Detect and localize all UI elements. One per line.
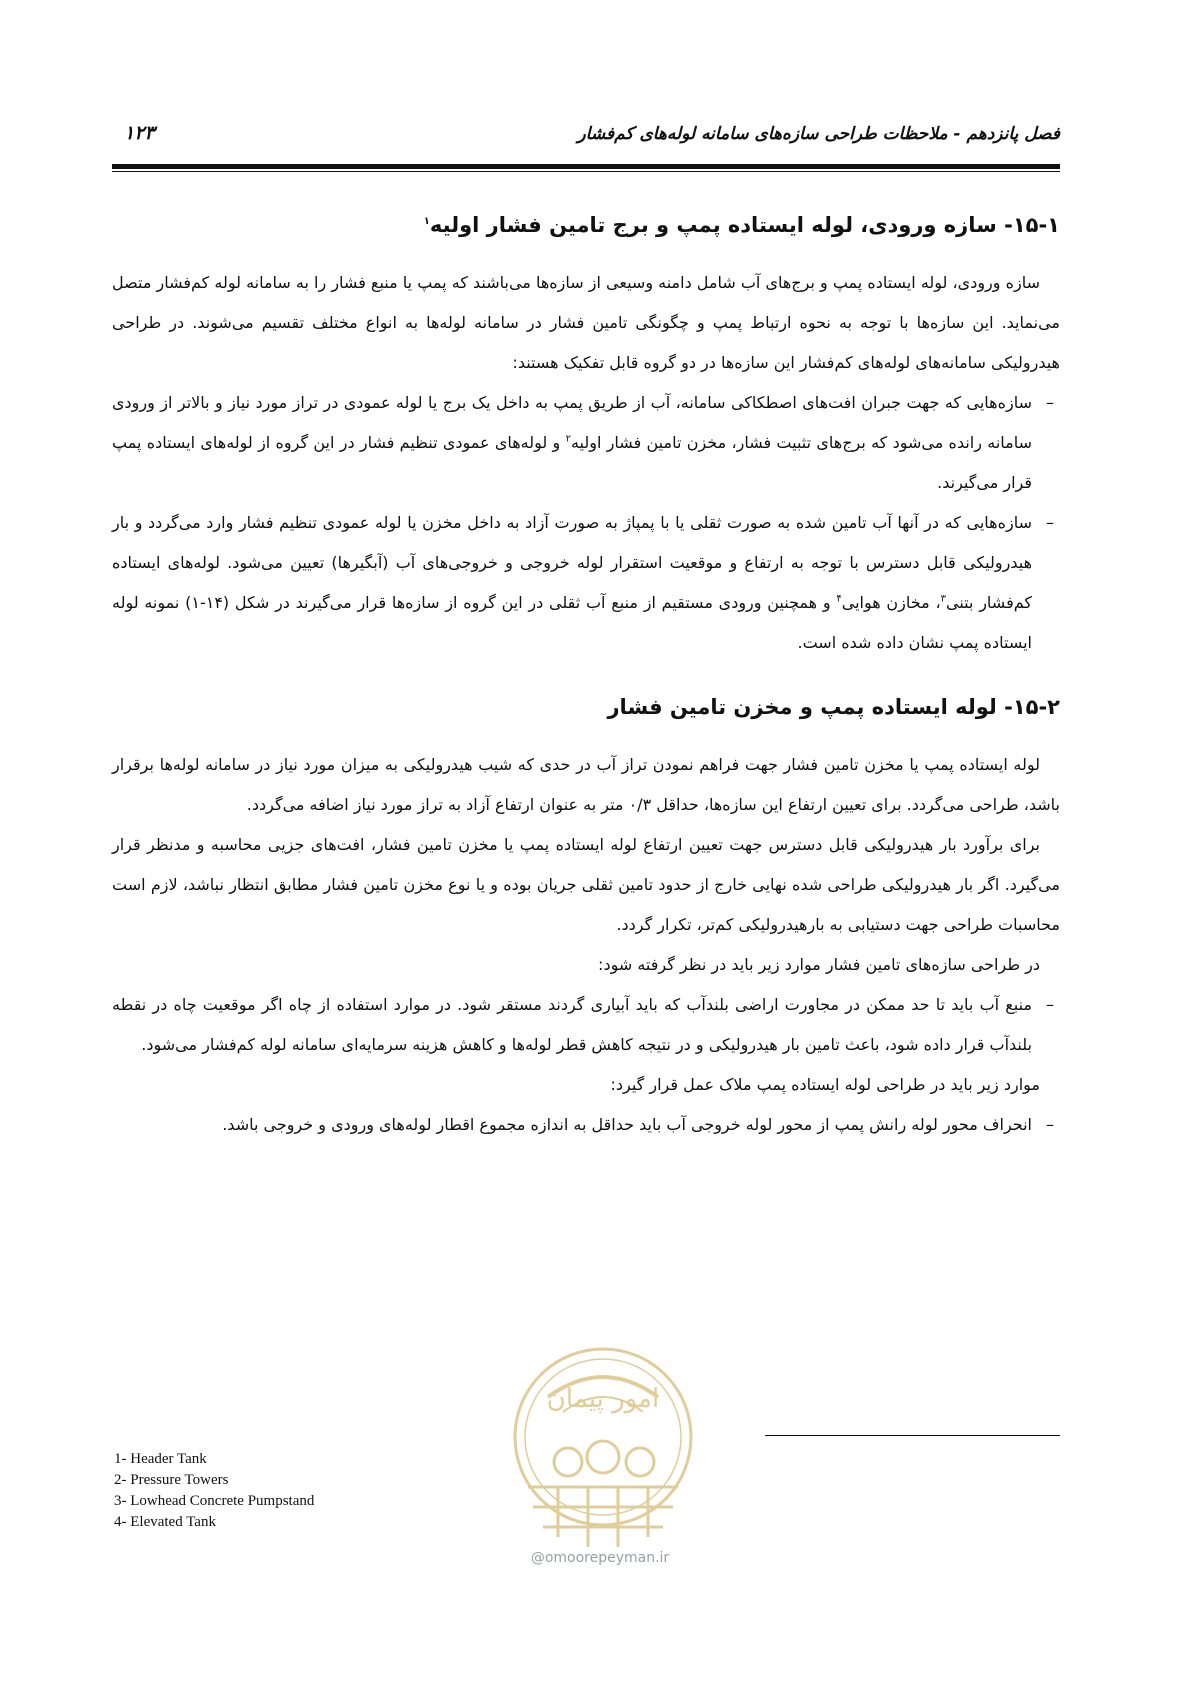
header-rule-thin <box>112 171 1060 172</box>
page-body <box>112 205 1060 1145</box>
section-1-list-item-1 <box>112 383 1060 503</box>
running-header-title: فصل پانزدهم - ملاحظات طراحی سازه‌های سامانه لوله‌های کم‌فشار <box>577 124 1060 144</box>
item-text: و لوله‌های عمودی تنظیم فشار در این گروه از لوله‌های ایستاده پمپ قرار می‌گیرند. <box>112 433 1032 492</box>
item-text: سازه‌هایی که جهت جبران افت‌های اصطکاکی سامانه، آب از طریق پمپ به داخل یک برج یا لوله عمودی در تراز مورد نیاز و بالاتر از ورودی سامانه رانده می‌شود که برج‌های تثبیت فشار، مخزن تامین فشار اولیه <box>112 393 1033 452</box>
section-2-list-item-2 <box>112 1105 1060 1145</box>
item-text: انحراف محور لوله رانش پمپ از محور لوله خروجی آب باید حداقل به اندازه مجموع اقطار لوله‌های ورودی و خروجی باشد. <box>222 1115 1032 1134</box>
section-2-paragraph-1: لوله ایستاده پمپ یا مخزن تامین فشار جهت فراهم نمودن تراز آب در حدی که شیب هیدرولیکی به میزان مورد نیاز در سامانه لوله‌ها برقرار باشد، طراحی می‌گردد. برای تعیین ارتفاع این سازه‌ها، حداقل ۰/۳ متر به عنوان ارتفاع آزاد به تراز مورد نیاز اضافه می‌گردد. <box>112 755 1060 814</box>
item-text: سازه‌هایی که در آنها آب تامین شده به صورت ثقلی یا با پمپاژ به صورت آزاد به داخل مخزن یا لوله عمودی تنظیم فشار وارد می‌گردد و بار هیدرولیکی قابل دسترس با توجه به ارتفاع و موقعیت استقرار لوله خروجی و خروجی‌های آب (آبگیرها) تعیین می‌شود. لوله‌های ایستاده کم‌فشار بتنی <box>112 513 1032 612</box>
watermark-caption: @omoorepeyman.ir <box>530 1550 670 1566</box>
header-rule <box>112 164 1060 169</box>
footnote-separator <box>765 1435 1060 1436</box>
section-1-title-text: ۱۵-۱- سازه ورودی، لوله ایستاده پمپ و برج تامین فشار اولیه <box>429 213 1060 237</box>
footnote-ref-1: ۱ <box>423 216 430 227</box>
page-number: ۱۲۳ <box>124 122 155 144</box>
item-text: منبع آب باید تا حد ممکن در مجاورت اراضی بلندآب که باید آبیاری گردند مستقر شود. در موارد استفاده از چاه اگر موقعیت چاه در نقطه بلندآب قرار داده شود، باعث تامین بار هیدرولیکی و در نتیجه کاهش قطر لوله‌ها و کاهش هزینه سرمایه‌ای سامانه لوله کم‌فشار می‌شود. <box>112 995 1032 1054</box>
list-dash: – <box>1046 513 1054 532</box>
footnote-2: 2- Pressure Towers <box>114 1472 229 1488</box>
item-text: و همچنین ورودی مستقیم از منبع آب ثقلی در این گروه از سازه‌ها قرار می‌گیرند در شکل (۱۴-۱) نمونه لوله ایستاده پمپ نشان داده شده است. <box>112 593 1032 652</box>
list-dash: – <box>1046 995 1054 1014</box>
list-dash: – <box>1046 1115 1054 1134</box>
section-1-list-item-2 <box>112 503 1060 663</box>
list-dash: – <box>1046 393 1054 412</box>
section-1-intro: سازه ورودی، لوله ایستاده پمپ و برج‌های آب شامل دامنه وسیعی از سازه‌ها می‌باشند که پمپ یا منبع فشار را به سامانه لوله کم‌فشار متصل می‌نماید. این سازه‌ها با توجه به نحوه ارتباط پمپ و چگونگی تامین فشار در سامانه لوله‌ها به انواع مختلف تقسیم می‌شوند. در طراحی هیدرولیکی سامانه‌های لوله‌های کم‌فشار این سازه‌ها در دو گروه قابل تفکیک هستند: <box>112 273 1060 372</box>
footnote-1: 1- Header Tank <box>114 1451 207 1467</box>
section-1-title <box>112 205 1060 245</box>
footnote-ref-4: ۴ <box>836 593 842 605</box>
section-2-title: ۱۵-۲- لوله ایستاده پمپ و مخزن تامین فشار <box>607 695 1060 719</box>
section-2-paragraph-2: برای برآورد بار هیدرولیکی قابل دسترس جهت تعیین ارتفاع لوله ایستاده پمپ یا مخزن تامین فشار، افت‌های جزیی محاسبه و مدنظر قرار می‌گیرد. اگر بار هیدرولیکی طراحی شده نهایی خارج از حدود تامین ثقلی جریان بوده و یا نوع مخزن تامین فشار مطابق انتظار نباشد، لازم است محاسبات طراحی جهت دستیابی به بارهیدرولیکی کم‌تر، تکرار گردد. <box>112 835 1060 934</box>
footnote-3: 3- Lowhead Concrete Pumpstand <box>114 1493 315 1509</box>
footnotes <box>114 1449 534 1533</box>
footnote-4: 4- Elevated Tank <box>114 1514 216 1530</box>
footnote-ref-2: ۲ <box>565 433 571 445</box>
page-header <box>112 116 1060 160</box>
watermark-logotype: امور پیمان <box>546 1384 660 1414</box>
footnote-ref-3: ۳ <box>940 593 946 605</box>
item-text: ، مخازن هوایی <box>841 593 941 612</box>
section-2-paragraph-4: موارد زیر باید در طراحی لوله ایستاده پمپ ملاک عمل قرار گیرد: <box>610 1075 1040 1094</box>
section-2-paragraph-3: در طراحی سازه‌های تامین فشار موارد زیر باید در نظر گرفته شود: <box>598 955 1040 974</box>
section-2-list-item-1 <box>112 985 1060 1065</box>
